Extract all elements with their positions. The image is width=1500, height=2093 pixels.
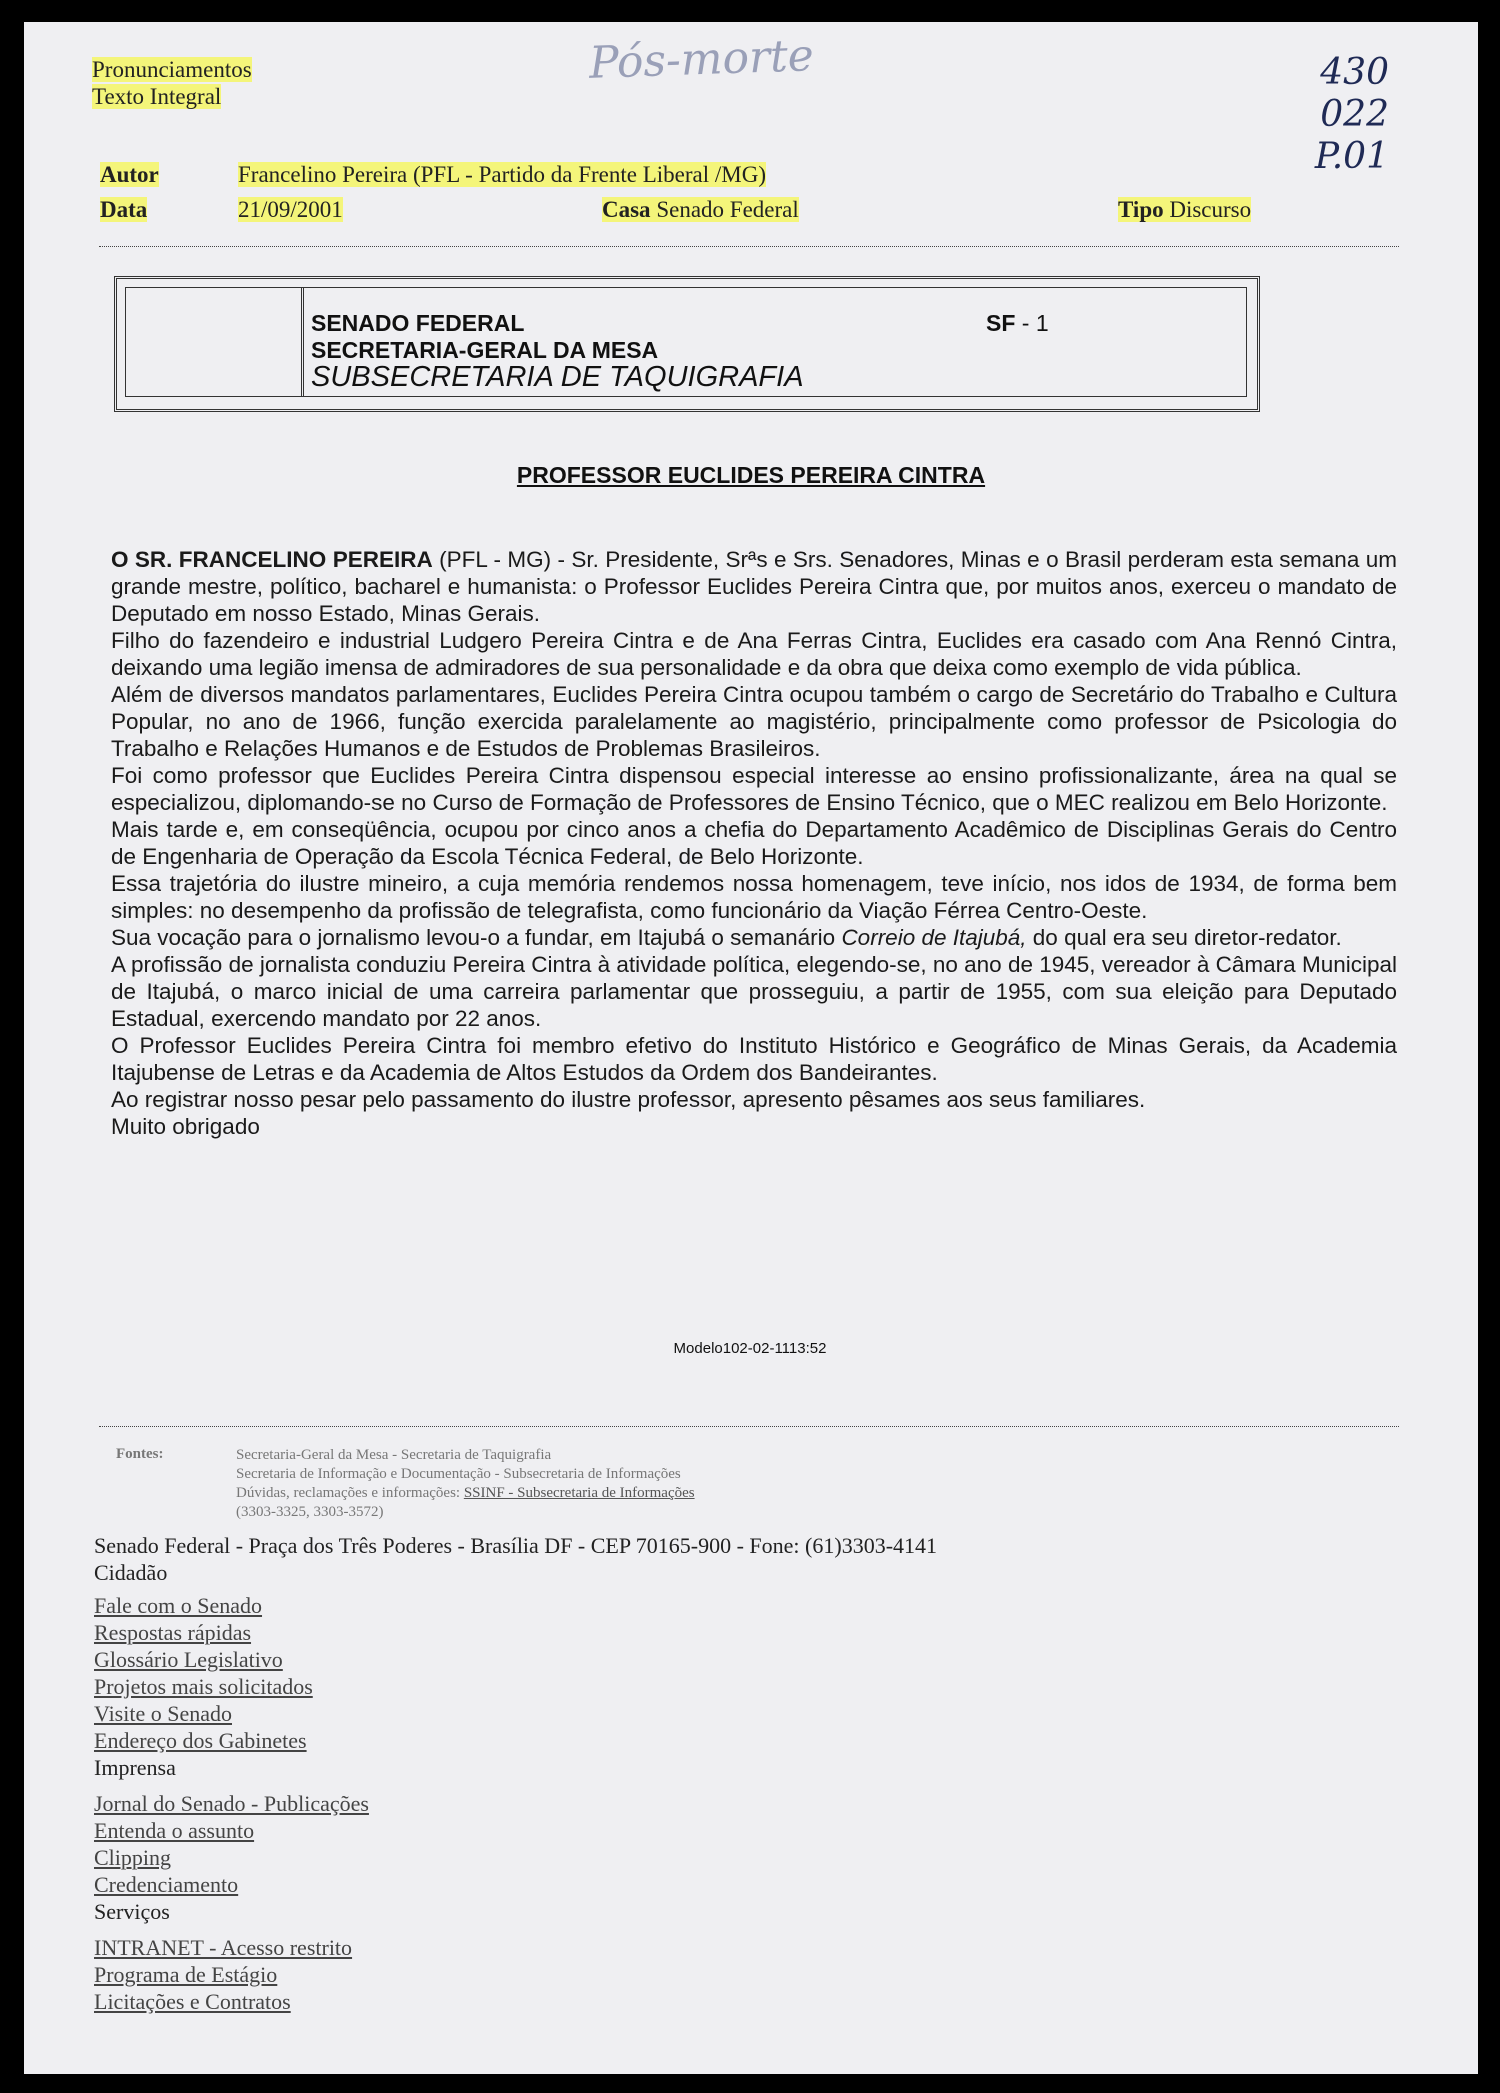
footer-section-servicos: Serviços: [94, 1899, 170, 1924]
footer-link-fale-com-o-senado[interactable]: Fale com o Senado: [94, 1593, 263, 1618]
speech-paragraph: Ao registrar nosso pesar pelo passamento do ilustre professor, apresento pêsames aos seus familiares.: [111, 1087, 1146, 1112]
fontes-line: (3303-3325, 3303-3572): [236, 1504, 384, 1520]
handwritten-code: P.01: [1314, 136, 1389, 177]
pronunciamentos-label: Pronunciamentos: [92, 57, 252, 82]
modelo-code: Modelo102-02-1113:52: [673, 1340, 827, 1357]
box-logo-separator: [301, 288, 304, 396]
speech-title: PROFESSOR EUCLIDES PEREIRA CINTRA: [516, 462, 986, 488]
footer-link-entenda[interactable]: Entenda o assunto: [94, 1818, 255, 1843]
meta-data-label: Data: [100, 197, 148, 222]
speech-paragraph: O Professor Euclides Pereira Cintra foi membro efetivo do Instituto Histórico e Geográfico de Minas Gerais, da Academia Itajubense de Letras e da Academia de Altos Estudos da Ordem dos Bandeirantes.: [111, 1033, 1397, 1085]
footer-divider: [99, 1426, 1399, 1427]
fontes-line: Dúvidas, reclamações e informações: SSINF - Subsecretaria de Informações: [236, 1485, 695, 1501]
meta-autor-value: Francelino Pereira (PFL - Partido da Frente Liberal /MG): [238, 162, 767, 187]
handwritten-note: Pós-morte: [588, 30, 815, 89]
handwritten-codes: [1299, 52, 1389, 178]
handwritten-code: 022: [1320, 94, 1389, 135]
footer-link-estagio[interactable]: Programa de Estágio: [94, 1962, 278, 1987]
meta-data-value: 21/09/2001: [238, 197, 343, 222]
speaker-name: O SR. FRANCELINO PEREIRA: [111, 547, 433, 572]
footer-section-imprensa: Imprensa: [94, 1755, 176, 1780]
meta-casa: Casa Senado Federal: [602, 197, 799, 222]
site-footer: [94, 1532, 937, 2015]
footer-address: Senado Federal - Praça dos Três Poderes - Brasília DF - CEP 70165-900 - Fone: (61)3303-4141: [94, 1533, 938, 1558]
texto-integral-label: Texto Integral: [92, 84, 222, 109]
top-labels: [92, 56, 252, 110]
ssinf-link[interactable]: SSINF - Subsecretaria de Informações: [463, 1485, 695, 1501]
footer-link-intranet[interactable]: INTRANET - Acesso restrito: [94, 1935, 353, 1960]
box-sf-code: SF - 1: [986, 310, 1049, 336]
footer-link-jornal[interactable]: Jornal do Senado - Publicações: [94, 1791, 369, 1816]
footer-link-respostas-rapidas[interactable]: Respostas rápidas: [94, 1620, 252, 1645]
speech-paragraph: Foi como professor que Euclides Pereira Cintra dispensou especial interesse ao ensino profissionalizante, área na qual se especializou, diplomando-se no Curso de Formação de Professores de Ensino Técnico, que o MEC realizou em Belo Horizonte.: [111, 763, 1397, 815]
speech-paragraph: Além de diversos mandatos parlamentares, Euclides Pereira Cintra ocupou também o cargo de Secretário do Trabalho e Cultura Popular, no ano de 1966, função exercida paralelamente ao magistério, principalmente como professor de Psicologia do Trabalho e Relações Humanos e de Estudos de Problemas Brasileiros.: [111, 682, 1397, 761]
footer-section-cidadao: Cidadão: [94, 1560, 168, 1585]
footer-link-visite[interactable]: Visite o Senado: [94, 1701, 232, 1726]
footer-link-enderecos[interactable]: Endereço dos Gabinetes: [94, 1728, 307, 1753]
footer-link-credenciamento[interactable]: Credenciamento: [94, 1872, 239, 1897]
fontes-list: [236, 1446, 695, 1522]
fontes-label: Fontes:: [116, 1446, 164, 1462]
header-divider: [99, 246, 1399, 247]
fontes-line: Secretaria-Geral da Mesa - Secretaria de Taquigrafia: [236, 1447, 552, 1463]
document-page: [24, 22, 1478, 2074]
taquigrafia-header-box: [114, 276, 1260, 412]
fontes-line: Secretaria de Informação e Documentação - Subsecretaria de Informações: [236, 1466, 681, 1482]
footer-link-licitacoes[interactable]: Licitações e Contratos: [94, 1989, 291, 2014]
footer-link-clipping[interactable]: Clipping: [94, 1845, 172, 1870]
speech-paragraph: Sua vocação para o jornalismo levou-o a fundar, em Itajubá o semanário Correio de Itajubá, do qual era seu diretor-redator.: [111, 925, 1342, 950]
box-line-senado: SENADO FEDERAL: [311, 310, 525, 336]
meta-tipo: Tipo Discurso: [1118, 197, 1252, 222]
speech-paragraph: Mais tarde e, em conseqüência, ocupou por cinco anos a chefia do Departamento Acadêmico de Disciplinas Gerais do Centro de Engenharia de Operação da Escola Técnica Federal, de Belo Horizonte.: [111, 817, 1397, 869]
meta-autor-label: Autor: [100, 162, 159, 187]
footer-link-projetos[interactable]: Projetos mais solicitados: [94, 1674, 313, 1699]
newspaper-name: Correio de Itajubá,: [841, 925, 1027, 950]
speech-paragraph: A profissão de jornalista conduziu Pereira Cintra à atividade política, elegendo-se, no ano de 1945, vereador à Câmara Municipal de Itajubá, o marco inicial de uma carreira parlamentar que prosseguiu, a partir de 1955, com sua eleição para Deputado Estadual, exercendo mandato por 22 anos.: [111, 952, 1397, 1031]
box-line-subsecretaria: SUBSECRETARIA DE TAQUIGRAFIA: [311, 361, 804, 393]
speech-closing: Muito obrigado: [111, 1114, 260, 1139]
speech-paragraph: Essa trajetória do ilustre mineiro, a cuja memória rendemos nossa homenagem, teve início, nos idos de 1934, de forma bem simples: no desempenho da profissão de telegrafista, como funcionário da Viação Férrea Centro-Oeste.: [111, 871, 1397, 923]
handwritten-code: 430: [1320, 52, 1389, 93]
box-heading: [311, 310, 804, 391]
box-line-secretaria: SECRETARIA-GERAL DA MESA: [311, 337, 659, 363]
speech-body: [111, 546, 1397, 1140]
speech-paragraph: Filho do fazendeiro e industrial Ludgero Pereira Cintra e de Ana Ferras Cintra, Euclides era casado com Ana Rennó Cintra, deixando uma legião imensa de admiradores de sua personalidade e da obra que deixa como exemplo de vida pública.: [111, 628, 1397, 680]
speech-paragraph: O SR. FRANCELINO PEREIRA (PFL - MG) - Sr. Presidente, Srªs e Srs. Senadores, Minas e o Brasil perderam esta semana um grande mestre, político, bacharel e humanista: o Professor Euclides Pereira Cintra que, por muitos anos, exerceu o mandato de Deputado em nosso Estado, Minas Gerais.: [111, 547, 1397, 626]
footer-link-glossario[interactable]: Glossário Legislativo: [94, 1647, 283, 1672]
